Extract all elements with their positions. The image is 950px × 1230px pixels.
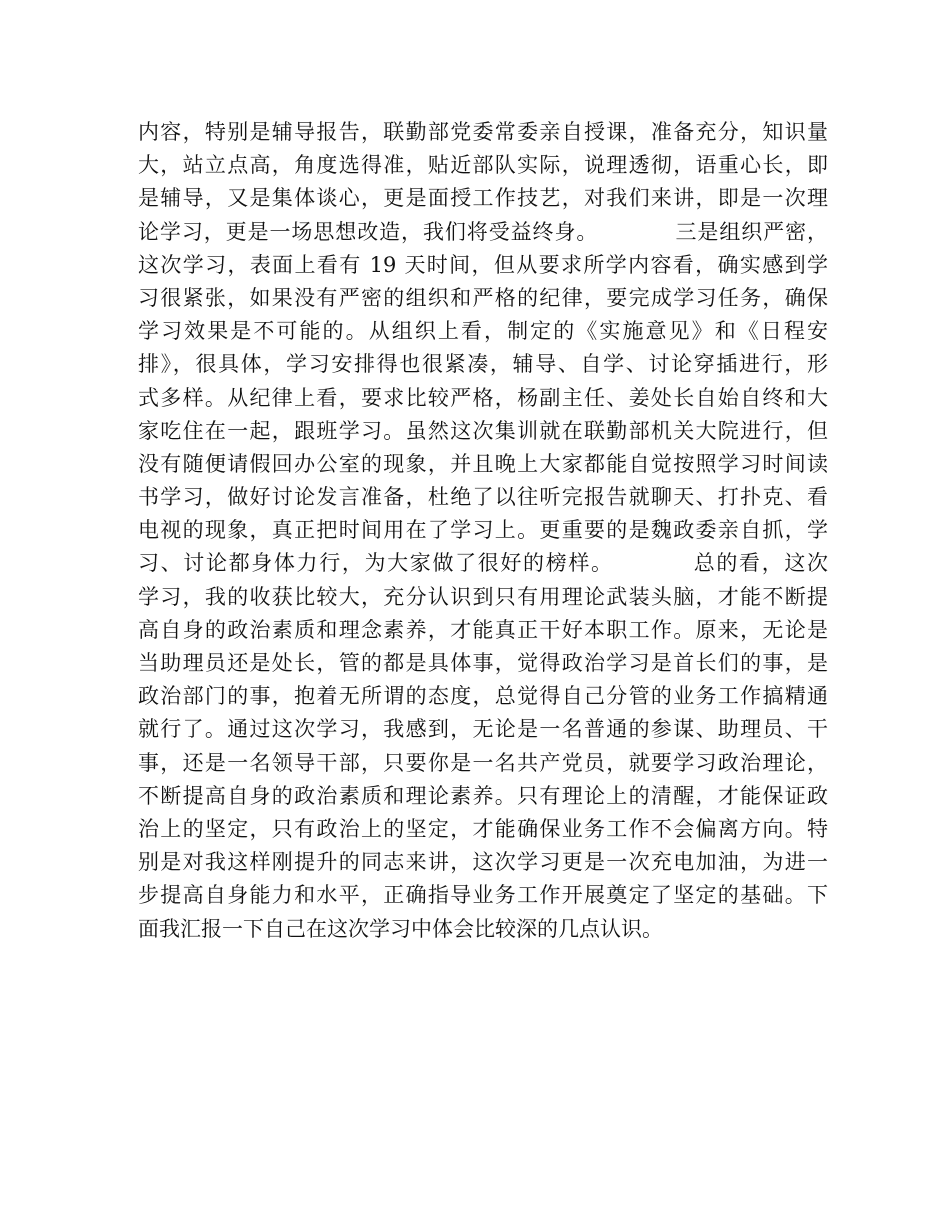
- text-line: 面我汇报一下自己在这次学习中体会比较深的几点认识。: [138, 916, 663, 941]
- text-line: 政治部门的事，抱着无所谓的态度，总觉得自己分管的业务工作搞精通: [138, 684, 828, 709]
- text-line: 不断提高自身的政治素质和理论素养。只有理论上的清醒，才能保证政: [138, 783, 828, 808]
- text-line: 学习，我的收获比较大，充分认识到只有用理论武装头脑，才能不断提: [138, 584, 828, 609]
- text-line: 没有随便请假回办公室的现象，并且晚上大家都能自觉按照学习时间读: [138, 451, 828, 476]
- text-line: 步提高自身能力和水平，正确指导业务工作开展奠定了坚定的基础。下: [138, 883, 828, 908]
- text-line: 高自身的政治素质和理念素养，才能真正干好本职工作。原来，无论是: [138, 617, 828, 642]
- text-line: 别是对我这样刚提升的同志来讲，这次学习更是一次充电加油，为进一: [138, 850, 828, 875]
- text-line: 式多样。从纪律上看，要求比较严格，杨副主任、姜处长自始自终和大: [138, 385, 828, 410]
- text-line: 内容，特别是辅导报告，联勤部党委常委亲自授课，准备充分，知识量: [138, 120, 828, 144]
- text-line: 习、讨论都身体力行，为大家做了很好的榜样。 总的看，这次: [138, 551, 828, 576]
- text-line: 这次学习，表面上看有 19 天时间，但从要求所学内容看，确实感到学: [138, 252, 828, 277]
- body-text: [138, 116, 828, 946]
- text-line: 论学习，更是一场思想改造，我们将受益终身。 三是组织严密，: [138, 219, 828, 244]
- text-line: 电视的现象，真正把时间用在了学习上。更重要的是魏政委亲自抓，学: [138, 518, 828, 543]
- text-line: 排》，很具体，学习安排得也很紧凑，辅导、自学、讨论穿插进行，形: [138, 352, 828, 377]
- text-line: 习很紧张，如果没有严密的组织和严格的纪律，要完成学习任务，确保: [138, 285, 828, 310]
- text-line: 是辅导，又是集体谈心，更是面授工作技艺，对我们来讲，即是一次理: [138, 186, 828, 211]
- text-line: 事，还是一名领导干部，只要你是一名共产党员，就要学习政治理论，: [138, 750, 828, 775]
- text-line: 学习效果是不可能的。从组织上看，制定的《实施意见》和《日程安: [138, 319, 828, 344]
- text-line: 治上的坚定，只有政治上的坚定，才能确保业务工作不会偏离方向。特: [138, 816, 828, 841]
- text-line: 当助理员还是处长，管的都是具体事，觉得政治学习是首长们的事，是: [138, 651, 828, 675]
- text-line: 书学习，做好讨论发言准备，杜绝了以往听完报告就聊天、打扑克、看: [138, 485, 828, 510]
- text-line: 家吃住在一起，跟班学习。虽然这次集训就在联勤部机关大院进行，但: [138, 418, 828, 443]
- text-line: 大，站立点高，角度选得准，贴近部队实际，说理透彻，语重心长，即: [138, 153, 828, 178]
- text-line: 就行了。通过这次学习，我感到，无论是一名普通的参谋、助理员、干: [138, 717, 828, 742]
